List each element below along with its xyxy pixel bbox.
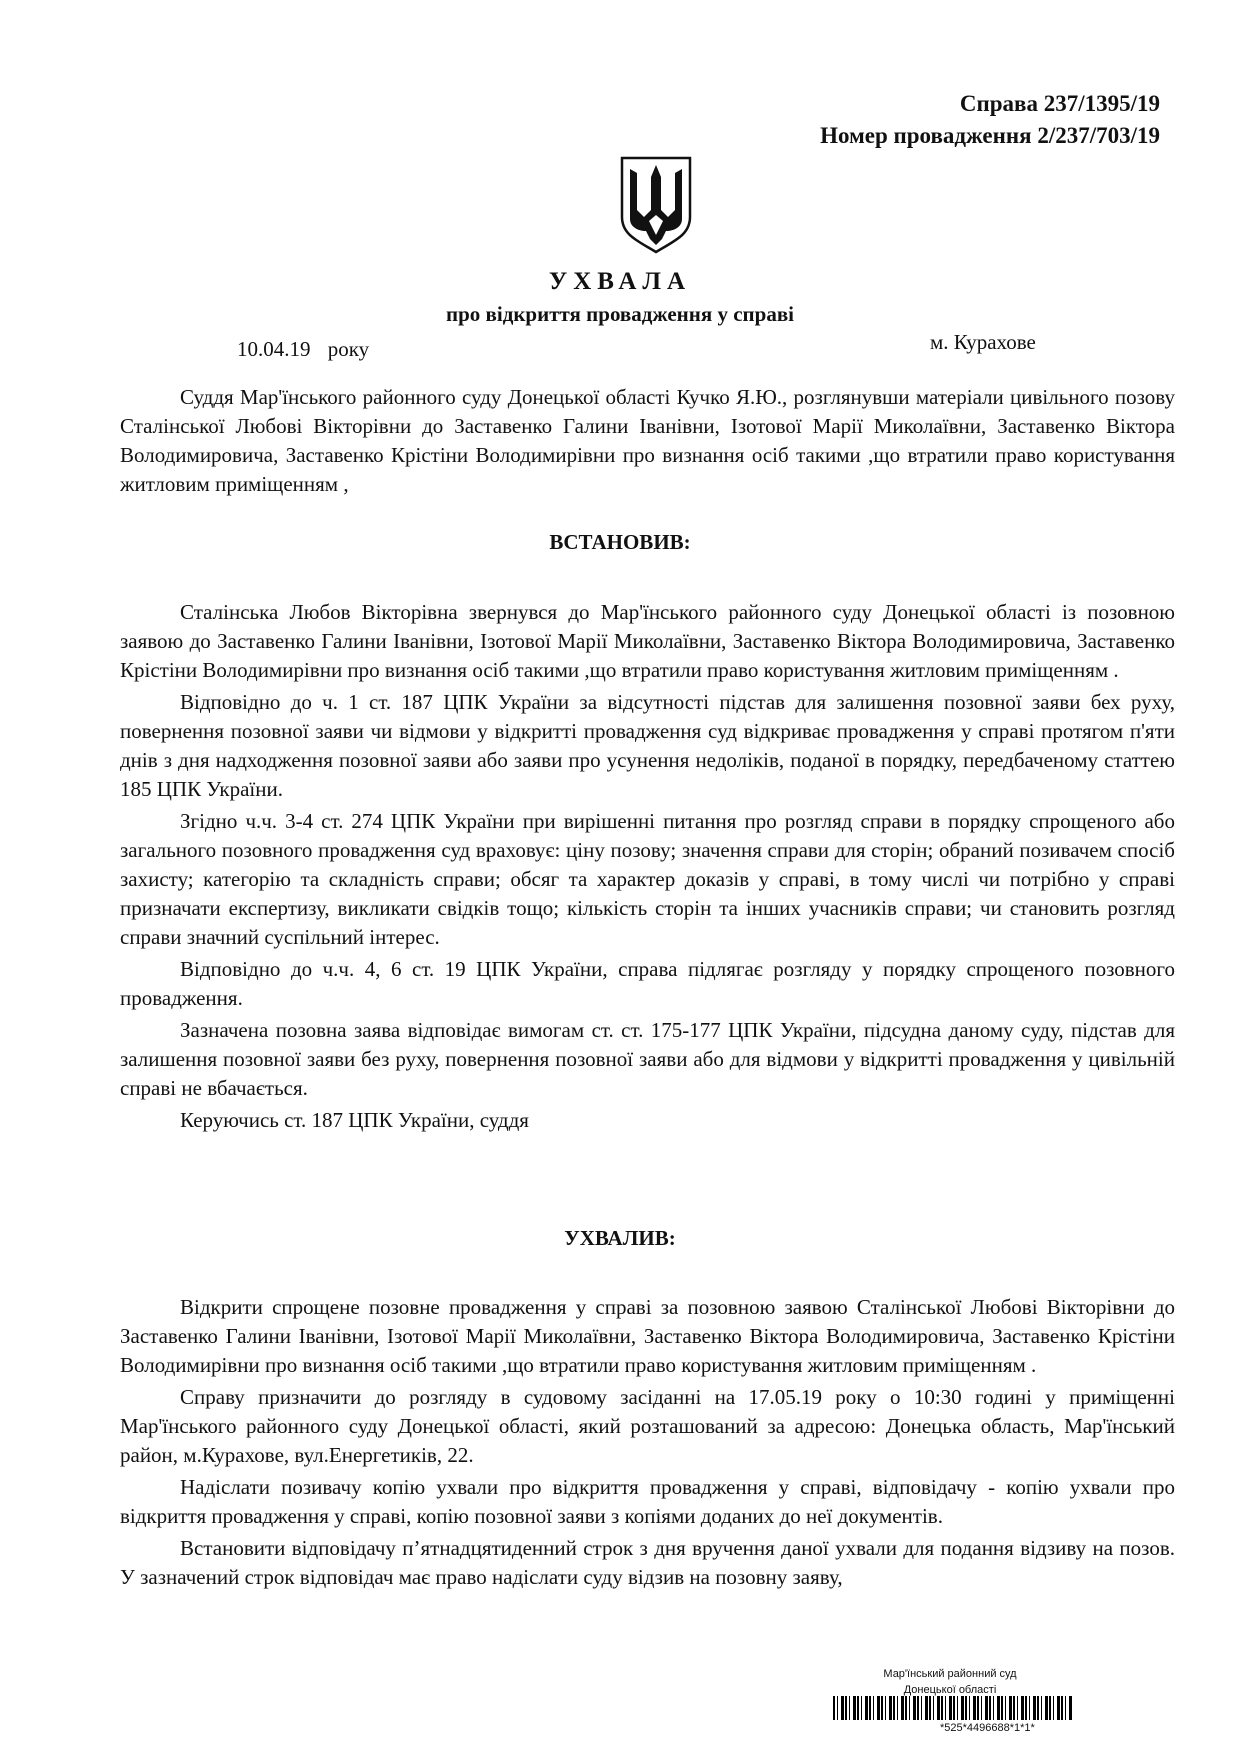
ruled-heading: УХВАЛИВ: bbox=[564, 1226, 676, 1250]
intro-paragraph-block bbox=[120, 383, 1175, 499]
ruled-paragraph-1: Відкрити спрощене позовне провадження у справі за позовною заявою Сталінської Любові Вікторівни до Заставенко Галини Іванівни, Ізотової Марії Миколаївни, Заставенко Віктора Володимировича, Заставенко Крістіни Володимирівни про визнання осіб такими ,що втратили право користування житловим приміщенням . bbox=[120, 1295, 1175, 1377]
proceeding-number: Номер провадження 2/237/703/19 bbox=[820, 123, 1160, 148]
barcode-icon bbox=[833, 1696, 1073, 1720]
stamp-region: Донецької області bbox=[903, 1684, 997, 1696]
established-heading: ВСТАНОВИВ: bbox=[549, 530, 691, 554]
intro-paragraph: Суддя Мар'їнського районного суду Донецької області Кучко Я.Ю., розглянувши матеріали цивільного позову Сталінської Любові Вікторівни до Заставенко Галини Іванівни, Ізотової Марії Миколаївни, Заставенко Віктора Володимировича, Заставенко Крістіни Володимирівни про визнання осіб такими ,що втратили право користування житловим приміщенням , bbox=[120, 385, 1175, 496]
ruled-section bbox=[120, 1293, 1175, 1592]
established-paragraph-2: Відповідно до ч. 1 ст. 187 ЦПК України за відсутності підстав для залишення позовної заяви бех руху, повернення позовної заяви чи відмови у відкритті провадження суд відкриває провадження у справі протягом п'яти днів з дня надходження позовної заяви або заяви про усунення недоліків, поданої в порядку, передбаченому статтею 185 ЦПК України. bbox=[120, 690, 1175, 801]
document-date: 10.04.19 року bbox=[237, 337, 370, 361]
ruled-paragraph-2: Справу призначити до розгляду в судовому засіданні на 17.05.19 року о 10:30 годині у приміщенні Мар'їнського районного суду Донецької області, який розташований за адресою: Донецька область, Мар'їнський район, м.Курахове, вул.Енергетиків, 22. bbox=[120, 1385, 1175, 1467]
document-subtitle: про відкриття провадження у справі bbox=[446, 302, 794, 326]
case-number: Справа 237/1395/19 bbox=[959, 91, 1160, 116]
established-paragraph-6: Керуючись ст. 187 ЦПК України, суддя bbox=[180, 1108, 529, 1132]
court-stamp bbox=[830, 1666, 1070, 1698]
case-reference bbox=[820, 88, 1160, 152]
ruled-paragraph-3: Надіслати позивачу копію ухвали про відкриття провадження у справі, відповідачу - копію ухвали про відкриття провадження у справі, копію позовної заяви з копіями доданих до неї документів. bbox=[120, 1475, 1175, 1528]
established-paragraph-1: Сталінська Любов Вікторівна звернувся до Мар'їнського районного суду Донецької області із позовною заявою до Заставенко Галини Іванівни, Ізотової Марії Миколаївни, Заставенко Віктора Володимировича, Заставенко Крістіни Володимирівни про визнання осіб такими ,що втратили право користування житловим приміщенням . bbox=[120, 600, 1175, 682]
document-city: м. Курахове bbox=[930, 330, 1036, 354]
established-paragraph-3: Згідно ч.ч. 3-4 ст. 274 ЦПК України при вирішенні питання про розгляд справи в порядку спрощеного або загального позовного провадження суд враховує: ціну позову; значення справи для сторін; обраний позивачем спосіб захисту; категорію та складність справи; обсяг та характер доказів у справі, в тому числі чи потрібно у справі призначати експертизу, викликати свідків тощо; кількість сторін та інших учасників справи; чи становить розгляд справи значний суспільний інтерес. bbox=[120, 809, 1175, 949]
document-title: УХВАЛА bbox=[548, 268, 692, 295]
stamp-court-name: Мар'їнський районний суд bbox=[883, 1668, 1017, 1680]
ruled-paragraph-4: Встановити відповідачу п’ятнадцятиденний строк з дня вручення даної ухвали для подання відзиву на позов. У зазначений строк відповідач має право надіслати суду відзив на позовну заяву, bbox=[120, 1536, 1175, 1589]
established-paragraph-5: Зазначена позовна заява відповідає вимогам ст. ст. 175-177 ЦПК України, підсудна даному суду, підстав для залишення позовної заяви без руху, повернення позовної заяви або для відмови у відкритті провадження у цивільній справі не вбачається. bbox=[120, 1018, 1175, 1100]
established-paragraph-4: Відповідно до ч.ч. 4, 6 ст. 19 ЦПК України, справа підлягає розгляду у порядку спрощеного позовного провадження. bbox=[120, 957, 1175, 1010]
established-section bbox=[120, 598, 1175, 1135]
coat-of-arms-of-ukraine-icon bbox=[618, 155, 694, 255]
barcode-number: *525*4496688*1*1* bbox=[940, 1722, 1035, 1734]
